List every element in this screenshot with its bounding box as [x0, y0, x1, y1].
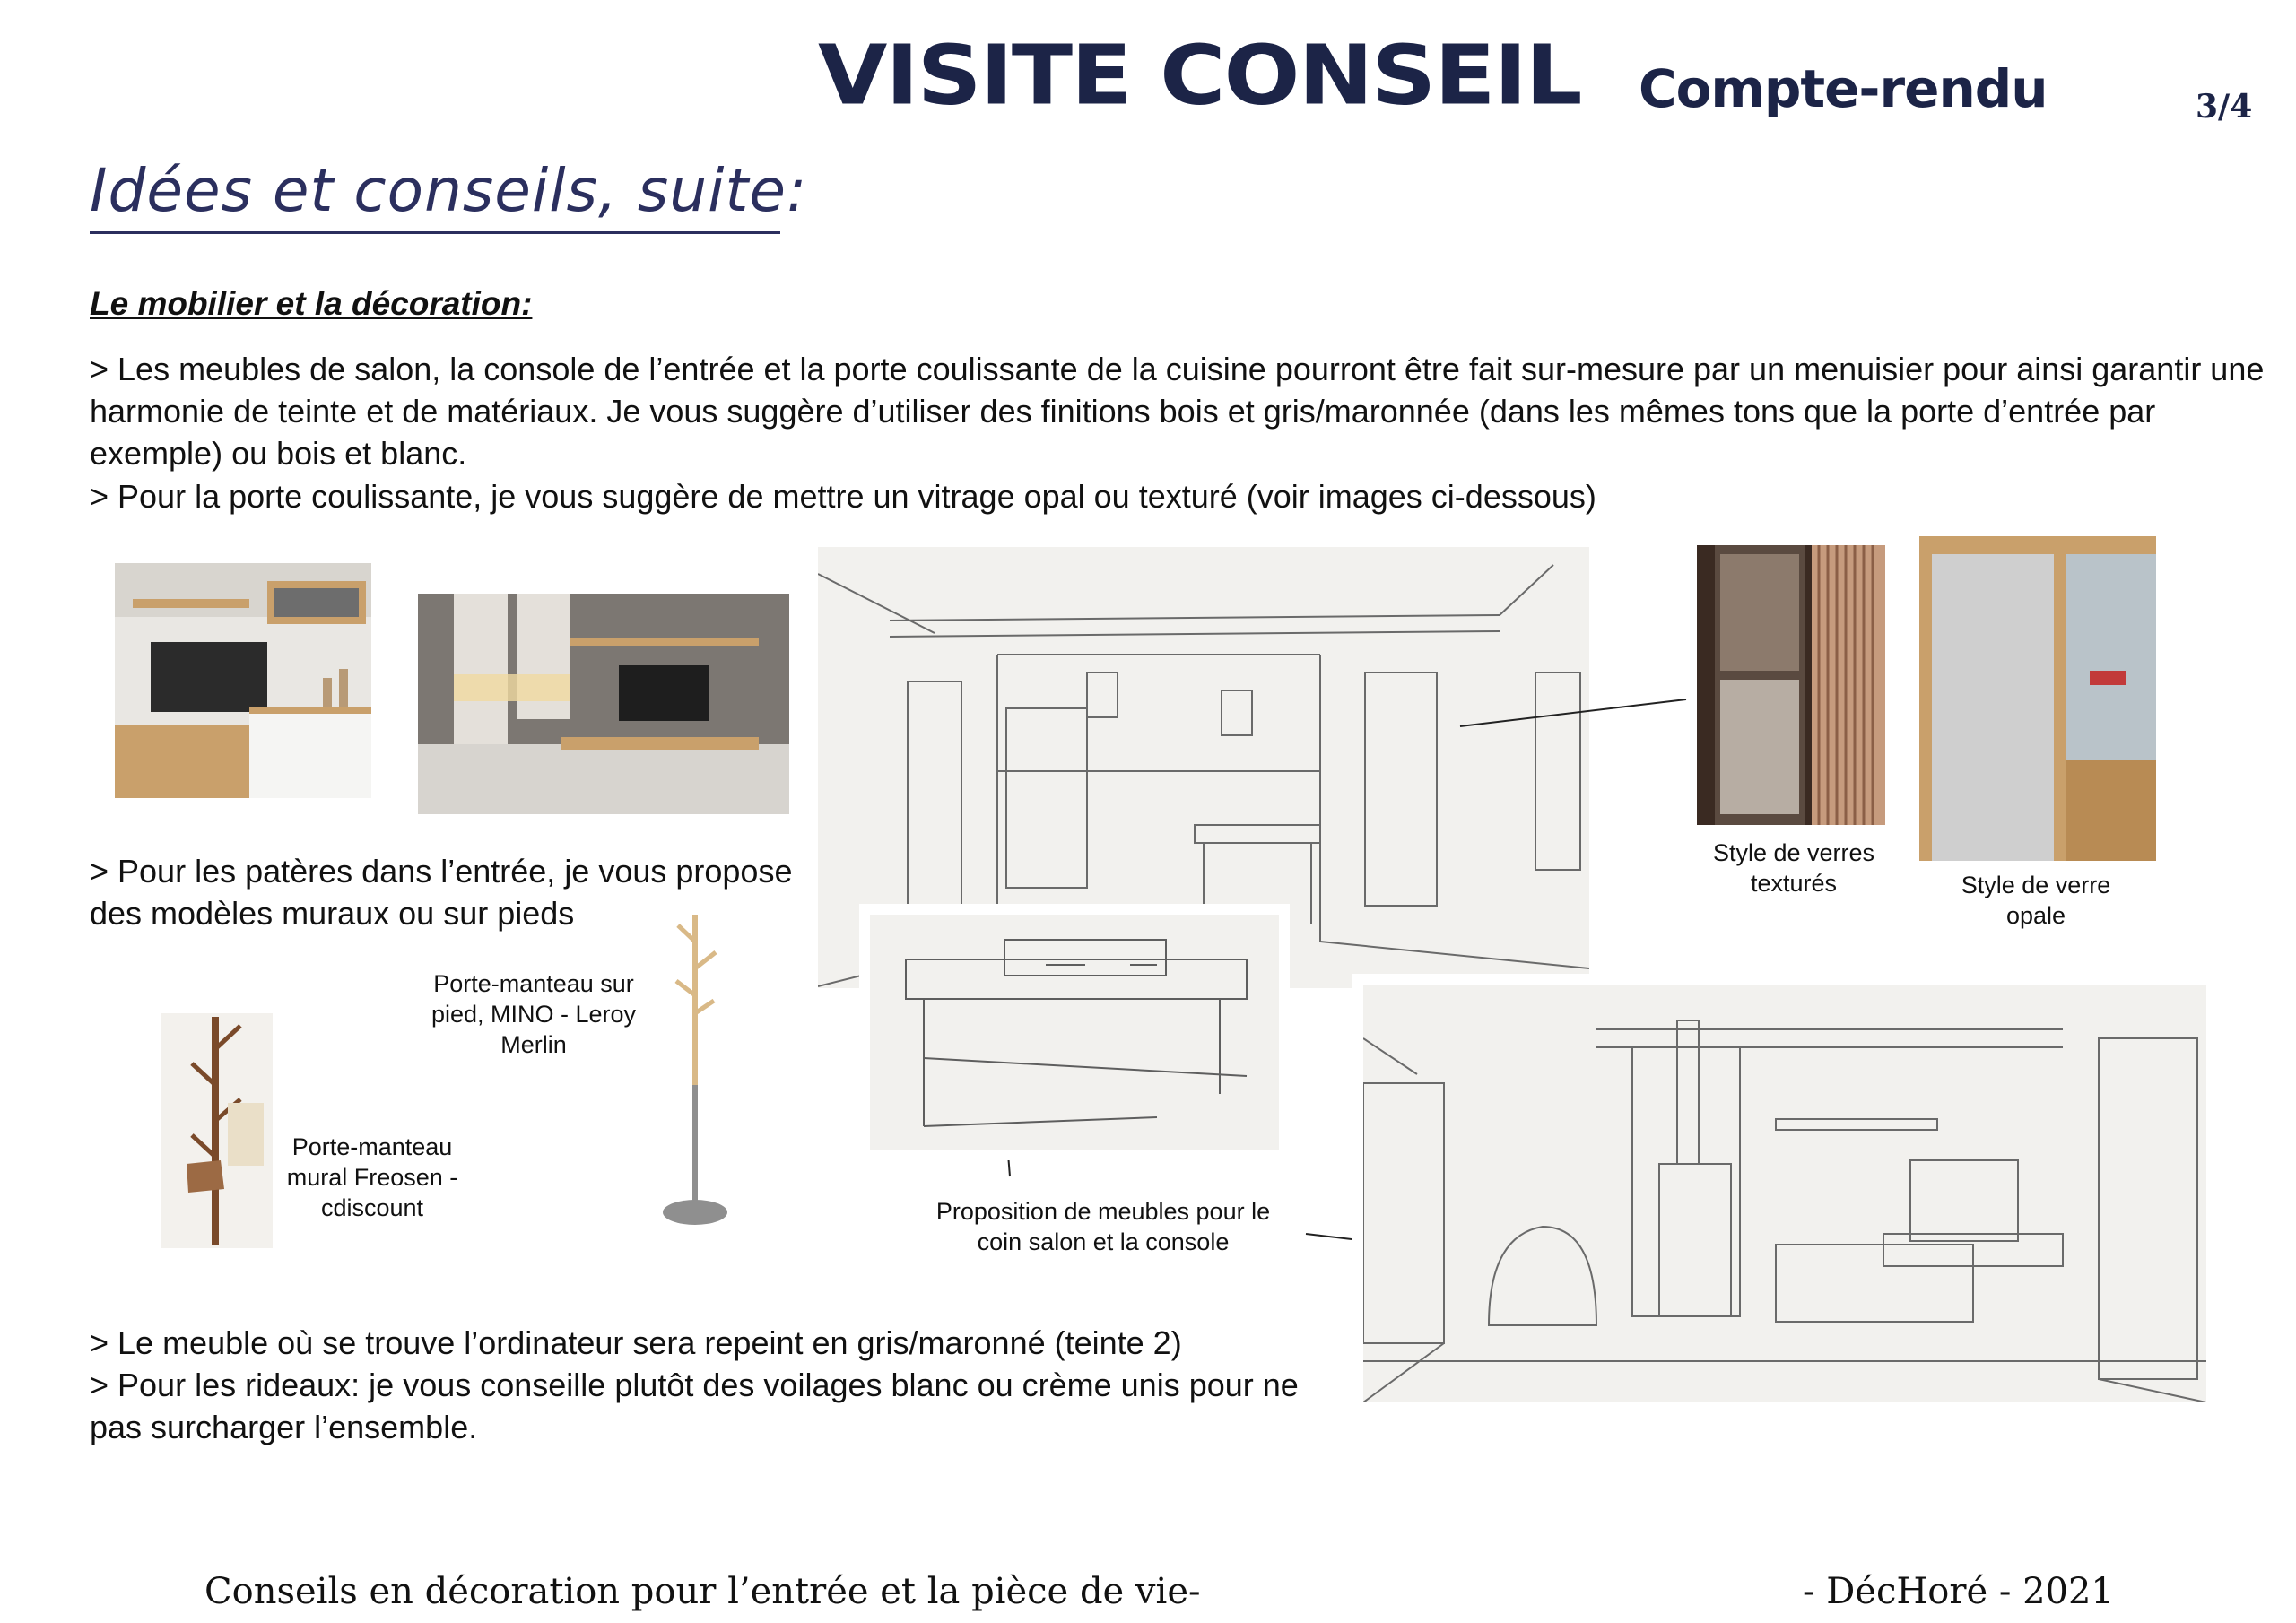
paragraph-sliding-door: > Pour la porte coulissante, je vous suggère de mettre un vitrage opal ou texturé (voir images ci-dessous) — [90, 478, 1596, 515]
paragraph-computer-desk: > Le meuble où se trouve l’ordinateur sera repeint en gris/maronné (teinte 2) — [90, 1324, 1182, 1361]
footer-left: Conseils en décoration pour l’entrée et la pièce de vie- — [204, 1571, 1201, 1612]
opal-glass-door-photo — [1919, 536, 2156, 861]
textured-glass-photo — [1697, 545, 1885, 825]
paragraph-furniture: > Les meubles de salon, la console de l’entrée et la porte coulissante de la cuisine pourront être fait sur-mesure par un menuisier pour ainsi garantir une harmonie de teinte et de matériaux. Je vous suggère d’utiliser des finitions bois et gris/maronnée (dans les mêmes tons que la porte d’entrée par exemple) ou bois et blanc. — [90, 351, 2265, 472]
paragraph-coat-hooks: > Pour les patères dans l’entrée, je vous propose des modèles muraux ou sur pieds — [90, 853, 793, 932]
document-subtitle: Compte-rendu — [1639, 58, 2048, 119]
living-room-furniture-photo-2 — [418, 594, 789, 814]
section-title: Idées et conseils, suite: — [90, 156, 808, 225]
page-number: 3/4 — [2196, 88, 2253, 126]
living-room-sketch — [1352, 974, 2217, 1413]
living-room-furniture-photo-1 — [115, 563, 371, 798]
wall-coat-rack-image — [161, 1013, 273, 1248]
document-title: VISITE CONSEIL — [818, 26, 1581, 124]
textured-glass-caption: Style de verres texturés — [1712, 839, 1875, 897]
section-title-underline — [90, 231, 780, 234]
wall-coat-rack-caption: Porte-manteau mural Freosen - cdiscount — [286, 1133, 458, 1221]
paragraph-closing — [90, 1322, 1327, 1448]
opal-glass-caption: Style de verre opale — [1961, 872, 2111, 929]
paragraph-curtains: > Pour les rideaux: je vous conseille plutôt des voilages blanc ou crème unis pour ne pas surcharger l’ensemble. — [90, 1367, 1299, 1445]
console-sketch — [859, 904, 1290, 1160]
subheading: Le mobilier et la décoration: — [90, 285, 533, 322]
furniture-proposal-caption: Proposition de meubles pour le coin salon et la console — [935, 1198, 1271, 1255]
coat-stand-image — [653, 906, 743, 1237]
coat-stand-caption: Porte-manteau sur pied, MINO - Leroy Merlin — [430, 970, 637, 1058]
footer-right: - DécHoré - 2021 — [1803, 1571, 2114, 1612]
